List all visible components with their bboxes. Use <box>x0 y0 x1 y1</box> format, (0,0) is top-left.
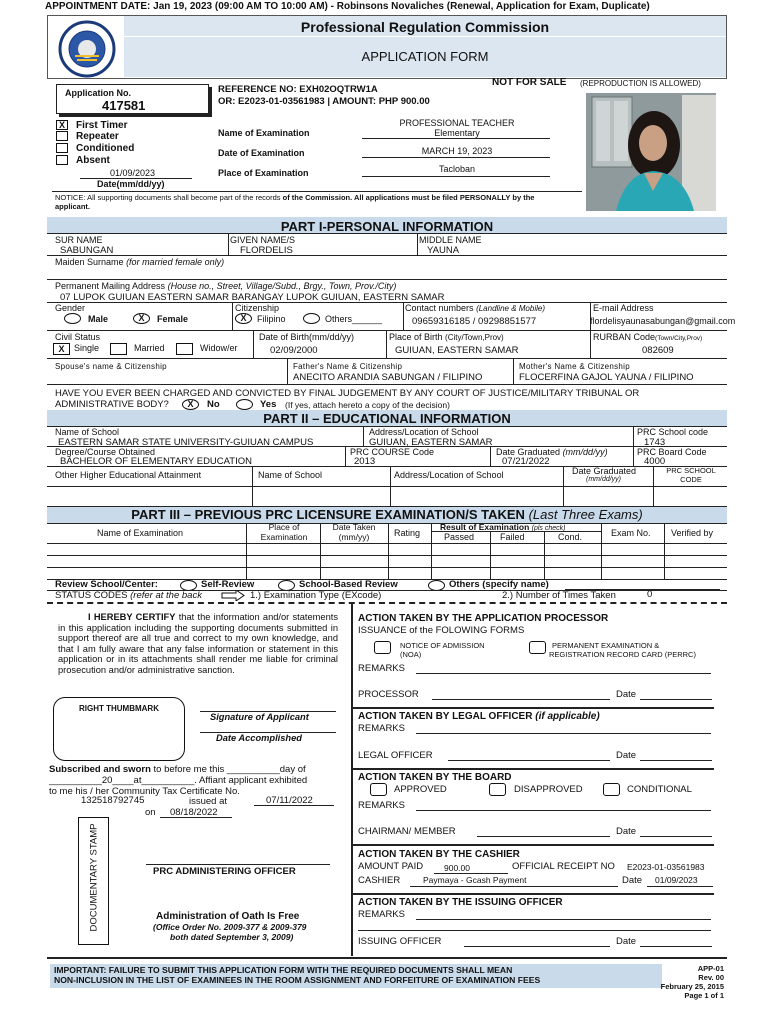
subscribed-line-3: to me his / her Community Tax Certificate No. <box>49 786 240 797</box>
course-code-label: PRC COURSE Code <box>350 447 435 457</box>
application-no-label: Application No. <box>65 88 131 98</box>
address-value: 07 LUPOK GUIUAN EASTERN SAMAR BARANGAY LUPOK GUIUAN, EASTERN SAMAR <box>60 292 445 303</box>
col-exam-no: Exam No. <box>611 528 651 538</box>
exam-place-label: Place of Examination <box>218 168 309 178</box>
noa-label-2: (NOA) <box>400 650 422 659</box>
board-title: ACTION TAKEN BY THE BOARD <box>358 772 512 783</box>
school-code-label: PRC School code <box>637 427 709 437</box>
processor-title: ACTION TAKEN BY THE APPLICATION PROCESSOR <box>358 613 609 624</box>
issuing-remarks-label: REMARKS <box>358 909 405 920</box>
charged-no-label: No <box>207 399 220 410</box>
school-address-label: Address/Location of School <box>369 427 479 437</box>
col-verified: Verified by <box>671 528 714 538</box>
conditioned-checkbox[interactable] <box>56 143 68 153</box>
married-label: Married <box>134 343 165 353</box>
review-label: Review School/Center: <box>55 579 158 590</box>
school-value: EASTERN SAMAR STATE UNIVERSITY-GUIUAN CAMPUS <box>58 437 314 448</box>
conditioned-label: Conditioned <box>76 143 135 154</box>
other-education-label: Other Higher Educational Attainment <box>55 470 202 480</box>
board-code-value: 4000 <box>644 456 666 467</box>
status-codes-note: (refer at the back <box>130 590 202 601</box>
school-label: Name of School <box>55 427 120 437</box>
rurban-label <box>593 332 702 342</box>
contact-note: (Landline & Mobile) <box>476 304 545 313</box>
col-result-text: Result of Examination <box>440 522 530 532</box>
approved-checkbox[interactable] <box>370 783 387 796</box>
part2-band <box>47 410 727 426</box>
citizenship-label: Citizenship <box>235 303 280 313</box>
form-rev: Rev. 00 <box>698 973 724 982</box>
repeater-label: Repeater <box>76 131 119 142</box>
reference-no: REFERENCE NO: EXH02OQTRW1A <box>218 84 378 95</box>
subscribed-bold: Subscribed and sworn <box>49 764 151 775</box>
notice-text <box>55 193 535 211</box>
single-checkbox[interactable]: X <box>53 343 70 355</box>
agency-name: Professional Regulation Commission <box>300 19 550 35</box>
address-note: (House no., Street, Village/Subd., Brgy., Town, Prov./City) <box>167 281 397 291</box>
applicant-photo <box>586 93 716 211</box>
exam-date-label: Date of Examination <box>218 148 305 158</box>
middle-name-value: YAUNA <box>427 245 460 256</box>
signature-label: Signature of Applicant <box>210 712 309 722</box>
processor-remarks-label: REMARKS <box>358 663 405 674</box>
first-timer-label: First Timer <box>76 120 128 131</box>
legal-remarks-label: REMARKS <box>358 723 405 734</box>
rurban-note: (Town/City,Prov) <box>655 335 703 342</box>
exam-type: 1.) Examination Type (EXcode) <box>250 590 382 601</box>
appointment-banner: APPOINTMENT DATE: Jan 19, 2023 (09:00 AM TO 10:00 AM) - Robinsons Novaliches (Renewal, Application for Exam, Duplicate) <box>45 1 650 12</box>
exam-place-value: Tacloban <box>438 164 476 174</box>
issuance-label: ISSUANCE of the FOLOWING FORMS <box>358 625 525 636</box>
part3-title-note: (Last Three Exams) <box>528 507 643 522</box>
mother-label: Mother's Name & Citizenship <box>519 362 630 371</box>
exam-date-value: MARCH 19, 2023 <box>421 146 493 156</box>
legal-date-label: Date <box>616 750 637 761</box>
charged-yes-radio[interactable] <box>236 399 253 410</box>
cashier-title: ACTION TAKEN BY THE CASHIER <box>358 849 520 860</box>
filipino-radio[interactable]: X <box>235 313 252 324</box>
form-title: APPLICATION FORM <box>361 49 489 64</box>
widow-label: Widow/er <box>200 343 238 353</box>
date-accomplished-label: Date Accomplished <box>216 733 302 743</box>
middle-name-label: MIDDLE NAME <box>419 235 482 245</box>
address-label-text: Permanent Mailing Address <box>55 281 166 291</box>
charged-yes-note: (If yes, attach hereto a copy of the decision) <box>285 400 450 410</box>
col-date-taken: Date Taken (mm/yy) <box>332 522 376 542</box>
dob-label: Date of Birth(mm/dd/yy) <box>259 332 355 342</box>
repeater-checkbox[interactable] <box>56 131 68 141</box>
oath-note-2: both dated September 3, 2009) <box>170 932 294 942</box>
single-label: Single <box>74 343 100 353</box>
col-result-note: (pls check) <box>531 525 566 532</box>
legal-officer-label: LEGAL OFFICER <box>358 750 433 761</box>
issued-at-value: 07/11/2022 <box>266 795 313 806</box>
school-review-label: School-Based Review <box>299 579 398 590</box>
pob-label <box>389 332 504 342</box>
female-radio[interactable]: X <box>133 313 150 324</box>
notice-pre: NOTICE: All supporting documents shall become part of the records <box>55 193 283 202</box>
surname-value: SABUNGAN <box>60 245 114 256</box>
col-rating: Rating <box>394 528 421 538</box>
pob-value: GUIUAN, EASTERN SAMAR <box>395 345 519 356</box>
gender-label: Gender <box>55 303 86 313</box>
on-label: on <box>145 807 156 818</box>
surname-label: SUR NAME <box>55 235 103 245</box>
email-label: E-mail Address <box>593 303 654 313</box>
perrc-label: PERMANENT EXAMINATION & <box>552 641 660 650</box>
absent-label: Absent <box>76 155 110 166</box>
cashier-label: CASHIER <box>358 875 401 886</box>
oath-free: Administration of Oath Is Free <box>156 911 300 922</box>
on-value: 08/18/2022 <box>170 807 218 818</box>
subscribed-line-2: __________20____at__________. Affiant applicant exhibited <box>49 775 308 786</box>
charged-no-radio[interactable]: X <box>182 399 199 410</box>
not-for-sale: NOT FOR SALE <box>492 77 567 88</box>
issuing-officer-label: ISSUING OFFICER <box>358 936 442 947</box>
status-codes-text: STATUS CODES <box>55 590 128 601</box>
father-value: ANECITO ARANDIA SABUNGAN / FILIPINO <box>293 372 483 383</box>
important-line-2: NON-INCLUSION IN THE LIST OF EXAMINEES IN THE ROOM ASSIGNMENT AND FORFEITURE OF EXAMINATION FEES <box>54 975 541 985</box>
given-name-value: FLORDELIS <box>240 245 293 256</box>
other-school-label: Name of School <box>258 470 323 480</box>
receipt-value: E2023-01-03561983 <box>627 862 705 872</box>
other-graduated-label: Date Graduated <box>572 466 637 476</box>
form-code: APP-01 <box>697 964 724 973</box>
charged-question: HAVE YOU EVER BEEN CHARGED AND CONVICTED BY FINAL JUDGEMENT BY ANY COURT OF JUSTICE/MILITARY TRIBUNAL OR <box>55 388 640 399</box>
administering-officer: PRC ADMINISTERING OFFICER <box>153 866 296 877</box>
father-label: Father's Name & Citizenship <box>293 362 403 371</box>
legal-title <box>358 711 600 722</box>
oath-note-1: (Office Order No. 2009-377 & 2009-379 <box>153 922 307 932</box>
form-date: February 25, 2015 <box>660 982 724 991</box>
male-label: Male <box>88 314 109 324</box>
legal-title-text: ACTION TAKEN BY LEGAL OFFICER <box>358 711 533 722</box>
address-label <box>55 281 396 291</box>
filipino-label: Filipino <box>257 314 286 324</box>
thumbmark-box[interactable] <box>53 697 185 761</box>
chairman-label: CHAIRMAN/ MEMBER <box>358 826 456 837</box>
others-citizenship-label: Others______ <box>325 314 383 324</box>
times-taken-value: 0 <box>647 589 653 600</box>
certify-paragraph <box>58 612 338 675</box>
amount-paid-value: 900.00 <box>444 863 470 873</box>
subscribed-line-1 <box>49 764 306 775</box>
col-place: Place of Examination <box>260 522 308 542</box>
disapproved-label: DISAPPROVED <box>514 784 583 795</box>
conditional-checkbox[interactable] <box>603 783 620 796</box>
maiden-label <box>55 257 224 267</box>
absent-checkbox[interactable] <box>56 155 68 165</box>
prc-seal-icon <box>53 20 121 78</box>
ctc-no: 132518792745 <box>81 795 145 806</box>
page-number: Page 1 of 1 <box>684 991 724 1000</box>
pob-label-text: Place of Birth <box>389 332 443 342</box>
widow-checkbox[interactable] <box>176 343 193 355</box>
part1-band <box>47 217 727 233</box>
perrc-label-2: REGISTRATION RECORD CARD (PERRC) <box>549 650 696 659</box>
subscribed-text-1: to before me this __________day of <box>150 764 306 775</box>
conditional-label: CONDITIONAL <box>627 784 692 795</box>
charged-question-2: ADMINISTRATIVE BODY? <box>55 399 169 410</box>
part1-title: PART I-PERSONAL INFORMATION <box>280 219 494 234</box>
col-failed: Failed <box>500 532 525 542</box>
first-timer-checkbox[interactable]: X <box>56 120 68 130</box>
contact-value: 09659316185 / 09298851577 <box>412 316 537 327</box>
exam-name-label: Name of Examination <box>218 128 310 138</box>
receipt-label: OFFICIAL RECEIPT NO <box>512 861 615 872</box>
issuing-date-label: Date <box>616 936 637 947</box>
maiden-note: (for married female only) <box>126 257 225 267</box>
documentary-stamp-label: DOCUMENTARY STAMP <box>88 823 100 932</box>
contact-label <box>405 303 545 313</box>
col-exam-name: Name of Examination <box>97 528 184 538</box>
important-line-1: IMPORTANT: FAILURE TO SUBMIT THIS APPLICATION FORM WITH THE REQUIRED DOCUMENTS SHALL MEAN <box>54 965 513 975</box>
documentary-stamp-box <box>78 817 109 945</box>
arrow-right-icon <box>221 590 245 601</box>
spouse-label: Spouse's name & Citizenship <box>55 362 167 371</box>
date-label: Date(mm/dd/yy) <box>97 179 165 189</box>
degree-label: Degree/Course Obtained <box>55 447 156 457</box>
certify-lead: I HEREBY CERTIFY <box>88 612 176 622</box>
cashier-date-label: Date <box>622 875 643 886</box>
email-value: flordelisyaunasabungan@gmail.com <box>590 316 736 326</box>
rurban-label-text: RURBAN Code <box>593 332 656 342</box>
others-radio[interactable] <box>303 313 320 324</box>
issuing-title: ACTION TAKEN BY THE ISSUING OFFICER <box>358 897 563 908</box>
pob-note: (City/Town,Prov) <box>445 333 504 342</box>
board-remarks-label: REMARKS <box>358 800 405 811</box>
not-for-sale-note: (REPRODUCTION IS ALLOWED) <box>580 79 701 88</box>
married-checkbox[interactable] <box>110 343 127 355</box>
other-graduated-note: (mm/dd/yy) <box>586 476 621 483</box>
status-codes <box>55 590 202 601</box>
application-no-value: 417581 <box>102 98 146 113</box>
noa-label: NOTICE OF ADMISSION <box>400 641 485 650</box>
other-code-label: PRC SCHOOL CODE <box>666 466 716 484</box>
processor-label: PROCESSOR <box>358 689 419 700</box>
legal-note: (if applicable) <box>535 711 600 722</box>
given-name-label: GIVEN NAME/S <box>230 235 296 245</box>
male-radio[interactable] <box>64 313 81 324</box>
graduated-value: 07/21/2022 <box>502 456 550 467</box>
dob-value: 02/09/2000 <box>270 345 318 356</box>
cashier-value: Paymaya - Gcash Payment <box>423 875 527 885</box>
graduated-note: (mm/dd/yy) <box>562 447 608 457</box>
certify-rest: that the information and/or statements in this application including the supporting documents submitted in support thereof are all true and correct to my own knowledge, and that I am fully aware that any false information or statement in this application or in its attachments shall render me liable for criminal prosecution and/or administrative sanction. <box>58 612 338 675</box>
disapproved-checkbox[interactable] <box>489 783 506 796</box>
graduated-label-text: Date Graduated <box>496 447 561 457</box>
part2-title: PART II – EDUCATIONAL INFORMATION <box>263 411 511 426</box>
female-label: Female <box>157 314 189 324</box>
date-value: 01/09/2023 <box>110 168 156 178</box>
mother-value: FLOCERFINA GAJOL YAUNA / FILIPINO <box>519 372 694 383</box>
maiden-label-text: Maiden Surname <box>55 257 124 267</box>
amount-paid-label: AMOUNT PAID <box>358 861 424 872</box>
noa-checkbox[interactable] <box>374 641 391 654</box>
issued-at-label: issued at <box>189 796 228 807</box>
exam-level-value: Elementary <box>434 128 480 138</box>
school-code-value: 1743 <box>644 437 666 448</box>
board-code-label: PRC Board Code <box>637 447 707 457</box>
col-passed: Passed <box>444 532 475 542</box>
processor-date-label: Date <box>616 689 637 700</box>
board-date-label: Date <box>616 826 637 837</box>
part3-title <box>47 507 727 522</box>
col-cond: Cond. <box>558 532 583 542</box>
contact-label-text: Contact numbers <box>405 303 474 313</box>
perrc-checkbox[interactable] <box>529 641 546 654</box>
course-code-value: 2013 <box>354 456 376 467</box>
thumbmark-label: RIGHT THUMBMARK <box>79 704 159 713</box>
application-no-box <box>56 84 209 114</box>
civil-status-label: Civil Status <box>55 332 101 342</box>
others-review-label: Others (specify name) <box>449 579 549 590</box>
school-address-value: GUIUAN, EASTERN SAMAR <box>369 437 493 448</box>
degree-value: BACHELOR OF ELEMENTARY EDUCATION <box>60 456 252 467</box>
times-taken: 2.) Number of Times Taken <box>502 590 616 601</box>
rurban-value: 082609 <box>642 345 674 356</box>
charged-yes-label: Yes <box>260 399 277 410</box>
part3-title-text: PART III – PREVIOUS PRC LICENSURE EXAMINATION/S TAKEN <box>131 507 525 522</box>
part3-band <box>47 507 727 523</box>
other-address-label: Address/Location of School <box>394 470 504 480</box>
notice-bold: of the Commission. All applications must be filed PERSONALLY by the applicant. <box>55 193 535 211</box>
approved-label: APPROVED <box>394 784 447 795</box>
self-review-label: Self-Review <box>201 579 255 590</box>
exam-name-value: PROFESSIONAL TEACHER <box>399 118 515 128</box>
or-line: OR: E2023-01-03561983 | AMOUNT: PHP 900.00 <box>218 96 430 107</box>
cashier-date-value: 01/09/2023 <box>655 875 698 885</box>
